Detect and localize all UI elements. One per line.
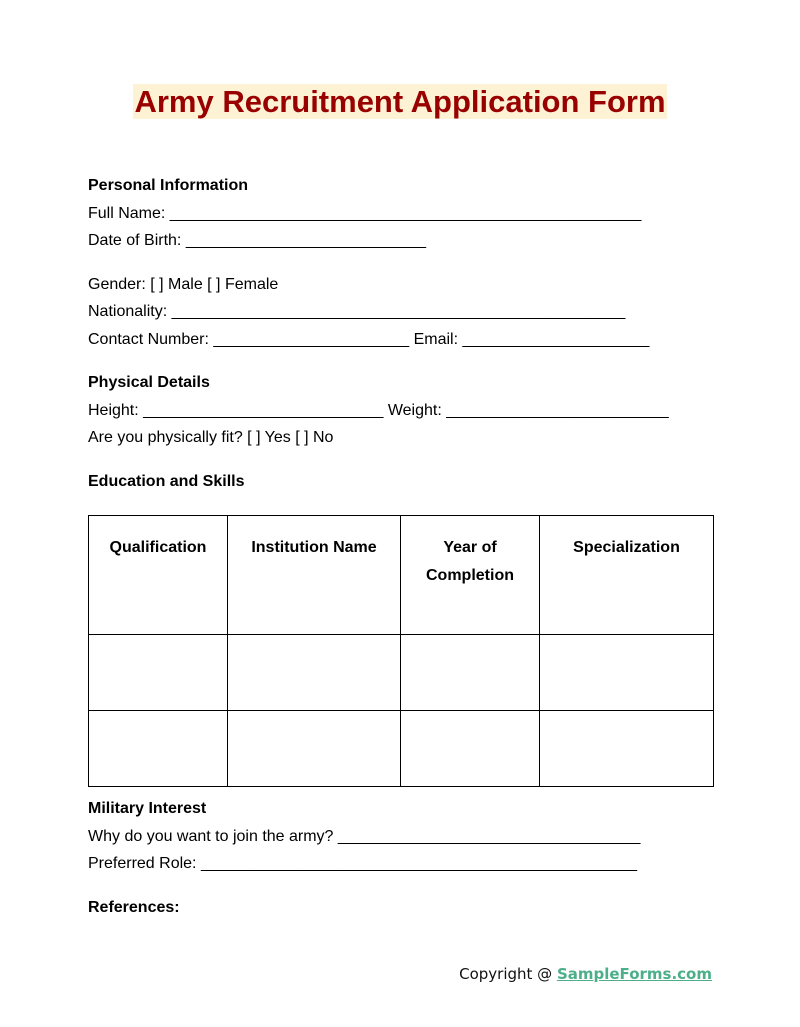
physically-fit-field[interactable]: Are you physically fit? [ ] Yes [ ] No [88, 429, 334, 446]
title-wrapper [0, 84, 800, 119]
dob-field[interactable]: Date of Birth: ___________________________ [88, 232, 427, 249]
page-title: Army Recruitment Application Form [134, 84, 666, 119]
table-cell[interactable] [228, 711, 401, 787]
table-cell[interactable] [401, 635, 540, 711]
column-header-qualification: Qualification [89, 516, 228, 635]
table-cell[interactable] [89, 635, 228, 711]
column-header-year: Year of Completion [401, 516, 540, 635]
table-cell[interactable] [540, 635, 714, 711]
table-row [89, 711, 714, 787]
why-join-field[interactable]: Why do you want to join the army? __________________________________ [88, 827, 641, 845]
table-cell[interactable] [228, 635, 401, 711]
table-row [89, 635, 714, 711]
section-heading-personal: Personal Information [88, 177, 249, 194]
full-name-field[interactable]: Full Name: _____________________________________________________ [88, 204, 642, 222]
spacer [88, 878, 713, 894]
spacer [88, 452, 713, 468]
height-weight-field[interactable]: Height: ___________________________ Weight: _________________________ [88, 401, 669, 419]
education-table [88, 515, 714, 787]
brand-link[interactable]: SampleForms.com [556, 965, 712, 983]
column-header-institution: Institution Name [228, 516, 401, 635]
contact-email-field[interactable]: Contact Number: ______________________ Email: _____________________ [88, 330, 650, 348]
gender-field[interactable]: Gender: [ ] Male [ ] Female [88, 275, 279, 293]
preferred-role-field[interactable]: Preferred Role: _________________________________________________ [88, 855, 637, 872]
table-cell[interactable] [401, 711, 540, 787]
table-cell[interactable] [540, 711, 714, 787]
nationality-field[interactable]: Nationality: ___________________________________________________ [88, 303, 626, 320]
form-content [88, 172, 713, 921]
spacer [88, 787, 713, 795]
section-heading-education: Education and Skills [88, 472, 245, 490]
section-heading-references: References: [88, 898, 180, 916]
table-cell[interactable] [89, 711, 228, 787]
spacer [88, 255, 713, 271]
section-heading-military: Military Interest [88, 800, 207, 817]
copyright-prefix: Copyright @ [459, 965, 557, 983]
section-heading-physical: Physical Details [88, 374, 210, 391]
table-header-row [89, 516, 714, 635]
spacer [88, 353, 713, 369]
column-header-specialization: Specialization [540, 516, 714, 635]
copyright-footer [459, 963, 712, 985]
